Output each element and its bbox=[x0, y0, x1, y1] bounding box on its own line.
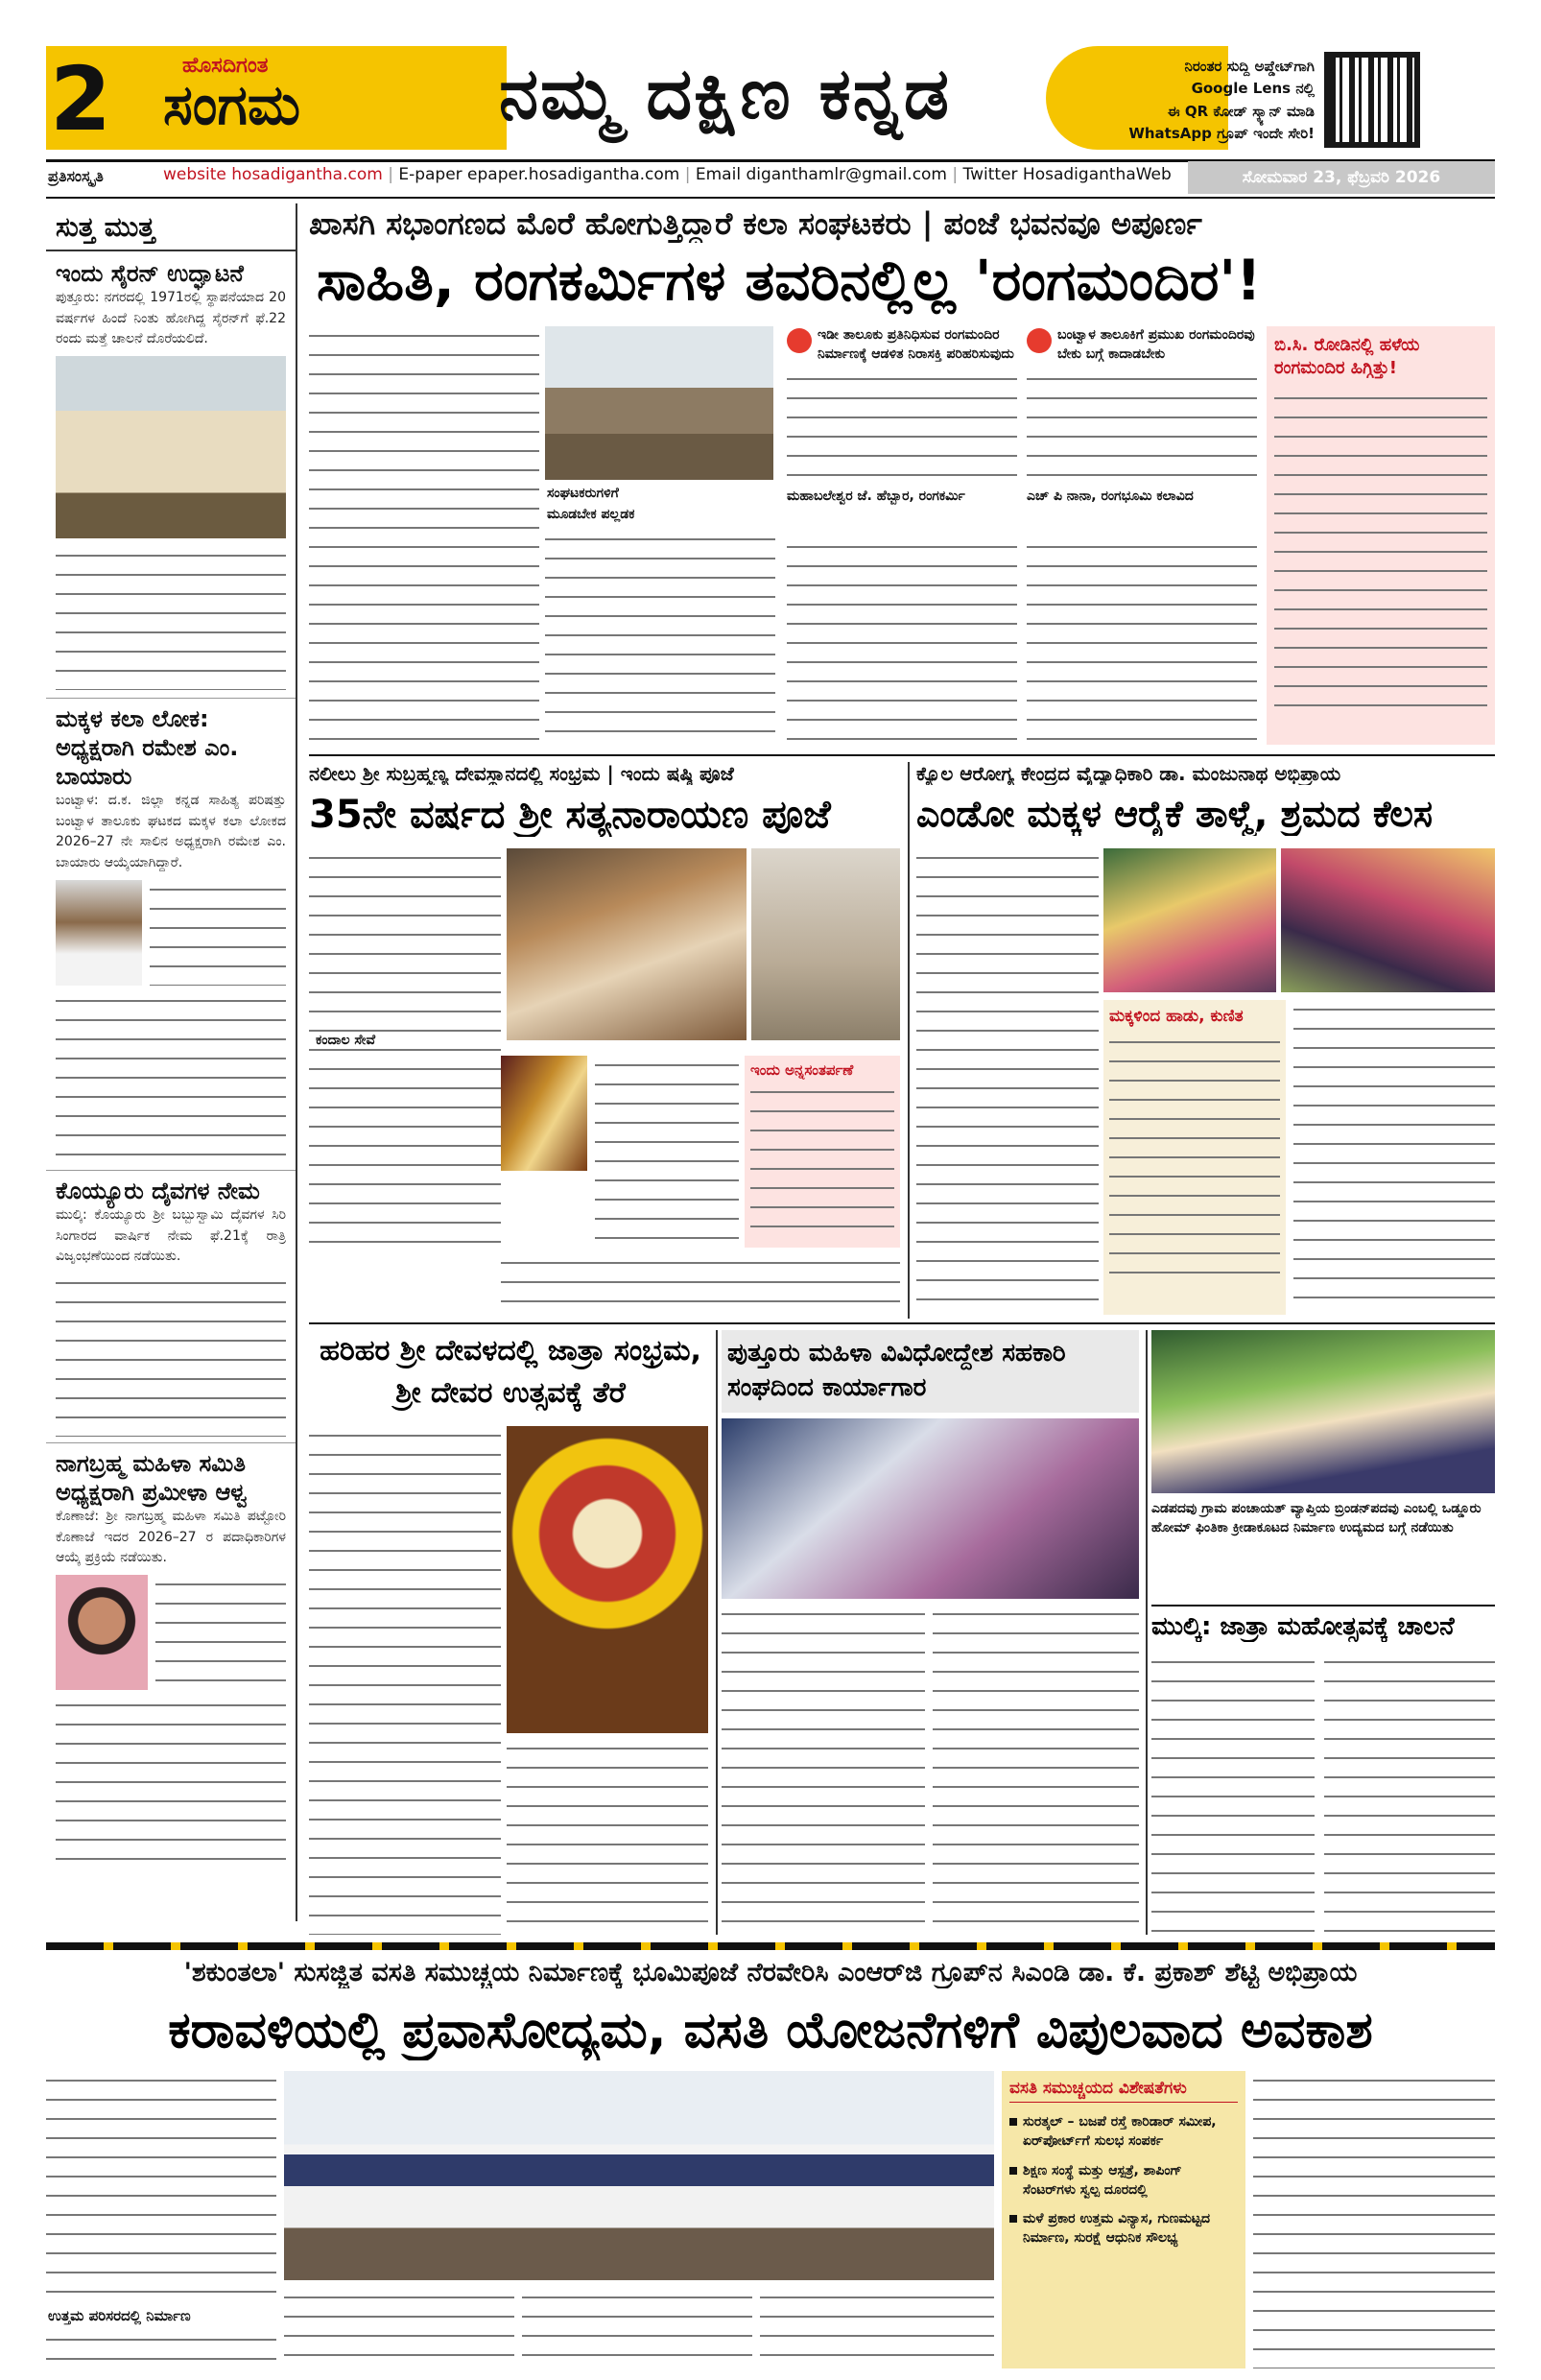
story2-photo-lamp bbox=[501, 1056, 587, 1171]
bottom-feature-box bbox=[1002, 2071, 1245, 2368]
sidebar-item bbox=[46, 698, 296, 1170]
story5-body-col1 bbox=[722, 1605, 925, 1935]
story4-photo bbox=[507, 1426, 708, 1733]
story2-body-col2 bbox=[595, 1056, 739, 1248]
story3-kicker: ಕ್ಯೊಲ ಆರೋಗ್ಯ ಕೇಂದ್ರದ ವೈದ್ಯಾಧಿಕಾರಿ ಡಾ. ಮಂಜುನಾಥ ಅಭಿಪ್ರಾಯ bbox=[916, 762, 1341, 785]
page-number: 2 bbox=[50, 48, 112, 151]
box-title: ಮಕ್ಕಳಿಂದ ಹಾಡು, ಕುಣಿತ bbox=[1109, 1007, 1244, 1026]
twitter-link[interactable]: Twitter HosadiganthaWeb bbox=[962, 165, 1172, 184]
lead-body-col1 bbox=[309, 326, 539, 744]
story2-body-col1 bbox=[309, 848, 501, 1251]
sidebox-headline: ಬಿ.ಸಿ. ರೋಡಿನಲ್ಲಿ ಹಳೆಯ ರಂಗಮಂದಿರ ಹಿಗ್ಗಿತ್ತು! bbox=[1274, 335, 1420, 379]
contact-row: website hosadigantha.com | E-paper epaper.hosadigantha.com | Email diganthamlr@gmail.com | Twitter HosadiganthaWeb bbox=[163, 165, 1172, 184]
feature-text: ಸುರತ್ಕಲ್ – ಬಜಪೆ ರಸ್ತೆ ಕಾರಿಡಾರ್ ಸಮೀಪ, ಏರ್‌ಪೋರ್ಟ್‌ಗೆ ಸುಲಭ ಸಂಪರ್ಕ bbox=[1023, 2114, 1217, 2150]
bottom-body-col4 bbox=[760, 2288, 994, 2368]
story4-headline: ಹರಿಹರ ಶ್ರೀ ದೇವಳದಲ್ಲಿ ಜಾತ್ರಾ ಸಂಭ್ರಮ, ಶ್ರೀ ದೇವರ ಉತ್ಸವಕ್ಕೆ ತೆರೆ bbox=[320, 1334, 701, 1410]
sidebar-body-lines bbox=[56, 991, 286, 1164]
story2-headline: 35ನೇ ವರ್ಷದ ಶ್ರೀ ಸತ್ಯನಾರಾಯಣ ಪೂಜೆ bbox=[309, 793, 831, 837]
story4-body-col1 bbox=[309, 1426, 501, 1935]
sidebar bbox=[46, 203, 297, 1921]
sidebar-body-lines bbox=[150, 880, 286, 986]
feature-text: ಮಳೆ ಪ್ರಕಾರ ಉತ್ತಮ ವಿನ್ಯಾಸ, ಗುಣಮಟ್ಟದ ನಿರ್ಮಾಣ, ಸುರಕ್ಷೆ ಆಧುನಿಕ ಸೌಲಭ್ಯ bbox=[1023, 2211, 1210, 2247]
date-badge bbox=[1188, 161, 1495, 194]
sidebar-brand: ಸುತ್ತ ಮುತ್ತ bbox=[46, 203, 296, 251]
story6-body-col2 bbox=[1324, 1653, 1495, 1935]
square-bullet-icon bbox=[1009, 2118, 1017, 2126]
story3-headline: ಎಂಡೋ ಮಕ್ಕಳ ಆರೈಕೆ ತಾಳ್ಮೆ, ಶ್ರಮದ ಕೆಲಸ bbox=[916, 793, 1434, 835]
lead-photo-caption: ಸಂಘಟಕರುಗಳಿಗೆ bbox=[547, 486, 619, 501]
email-link[interactable]: Email diganthamlr@gmail.com bbox=[695, 165, 947, 184]
promo-box bbox=[1123, 56, 1315, 145]
lead-byline: ಮೂಡಬೇಕ ಪಲ್ಲಡಕ bbox=[547, 507, 635, 522]
vertical-divider bbox=[716, 1330, 718, 1935]
section-divider bbox=[1151, 1605, 1495, 1606]
quote-title: ಇಡೀ ತಾಲೂಕು ಪ್ರತಿನಿಧಿಸುವ ರಂಗಮಂದಿರ ನಿರ್ಮಾಣಕ್ಕೆ ಆಡಳಿತ ನಿರಾಸಕ್ತಿ ಪರಿಹರಿಸುವುದು bbox=[818, 327, 1014, 362]
sidebar-headline: ಮಕ್ಕಳ ಕಲಾ ಲೋಕ: ಅಧ್ಯಕ್ಷರಾಗಿ ರಮೇಶ ಎಂ. ಬಾಯಾರು bbox=[56, 705, 239, 791]
bottom-body-col2 bbox=[284, 2288, 514, 2368]
story4-body-col2 bbox=[507, 1739, 708, 1935]
masthead-rule-2 bbox=[46, 197, 1495, 199]
story2-body-bottom bbox=[501, 1253, 900, 1311]
sidebar-photo-siren bbox=[56, 356, 286, 538]
brand-big: ಸಂಗಮ bbox=[163, 72, 301, 137]
edition-title: ನಮ್ಮ ದಕ್ಷಿಣ ಕನ್ನಡ bbox=[499, 53, 952, 135]
promo-line: Google Lens ನಲ್ಲಿ bbox=[1191, 80, 1315, 98]
lead-body-col3 bbox=[787, 537, 1017, 743]
square-bullet-icon bbox=[1009, 2215, 1017, 2223]
feature-item bbox=[1009, 2209, 1238, 2249]
qr-code[interactable] bbox=[1324, 52, 1420, 148]
story2-subhead: ಕಂದಾಲ ಸೇವೆ bbox=[312, 1033, 379, 1048]
story5-headline: ಪುತ್ತೂರು ಮಹಿಳಾ ವಿವಿಧೋದ್ದೇಶ ಸಹಕಾರಿ ಸಂಘದಿಂದ ಕಾರ್ಯಾಗಾರ bbox=[727, 1339, 1066, 1403]
lead-kicker: ಖಾಸಗಿ ಸಭಾಂಗಣದ ಮೊರೆ ಹೋಗುತ್ತಿದ್ದಾರೆ ಕಲಾ ಸಂಘಟಕರು | ಪಂಜೆ ಭವನವೂ ಅಪೂರ್ಣ bbox=[309, 205, 1202, 242]
sidebar-body-lines bbox=[56, 546, 286, 690]
quote-author: ಎಚ್ ಪಿ ನಾನಾ, ರಂಗಭೂಮಿ ಕಲಾವಿದ bbox=[1027, 488, 1194, 505]
story5-headline-box bbox=[722, 1330, 1139, 1413]
feature-title: ವಸತಿ ಸಮುಚ್ಚಯದ ವಿಶೇಷತೆಗಳು bbox=[1009, 2079, 1238, 2103]
lead-quote-1 bbox=[787, 326, 1017, 504]
story3-body-col3 bbox=[1293, 1000, 1495, 1315]
sidebar-item bbox=[46, 1170, 296, 1442]
epaper-link[interactable]: E-paper epaper.hosadigantha.com bbox=[398, 165, 680, 184]
vertical-divider bbox=[1146, 1330, 1148, 1935]
bottom-body-col3 bbox=[522, 2288, 752, 2368]
story5-photo bbox=[722, 1418, 1139, 1599]
story3-photo-1 bbox=[1103, 848, 1276, 992]
feature-item bbox=[1009, 2112, 1238, 2152]
quote-title: ಬಂಟ್ವಾಳ ತಾಲೂಕಿಗೆ ಪ್ರಮುಖ ರಂಗಮಂದಿರವು ಬೇಕು ಬಗ್ಗೆ ಕಾದಾಡಬೇಕು bbox=[1057, 327, 1255, 362]
promo-line: ಈ QR ಕೋಡ್ ಸ್ಕ್ಯಾನ್ ಮಾಡಿ bbox=[1167, 102, 1315, 120]
lead-quote-2 bbox=[1027, 326, 1257, 504]
lead-photo bbox=[545, 326, 773, 480]
sidebar-portrait bbox=[56, 1575, 148, 1690]
story2-box bbox=[745, 1056, 900, 1248]
quote-icon bbox=[787, 328, 812, 353]
story2-kicker: ನಲೀಲು ಶ್ರೀ ಸುಬ್ರಹ್ಮಣ್ಯ ದೇವಸ್ಥಾನದಲ್ಲಿ ಸಂಭ್ರಮ | ಇಂದು ಷಷ್ಠಿ ಪೂಜೆ bbox=[309, 762, 734, 785]
sidebar-item bbox=[46, 251, 296, 698]
website-link[interactable]: website hosadigantha.com bbox=[163, 165, 383, 184]
lead-body-col2 bbox=[545, 530, 775, 743]
sidebar-text: ಮುಲ್ಕಿ: ಕೊಯ್ಯೂರು ಶ್ರೀ ಬಬ್ಬುಸ್ವಾಮಿ ದೈವಗಳ ಸಿರಿ ಸಿಂಗಾರದ ವಾರ್ಷಿಕ ನೇಮ ಫೆ.21ಕ್ಕೆ ರಾತ್ರಿ ವಿಜೃಂಭಣೆಯಿಂದ ನಡೆಯಿತು. bbox=[56, 1206, 286, 1265]
sidebar-body-lines bbox=[155, 1575, 286, 1690]
lead-sidebox bbox=[1267, 326, 1495, 745]
story6-caption: ಎಡಪದವು ಗ್ರಾಮ ಪಂಚಾಯತ್ ವ್ಯಾಪ್ತಿಯ ಬ್ರಿಂಡನ್‌ಪದವು ಎಂಬಲ್ಲಿ ಒಡ್ಡೂರು ಹೋಮ್ ಫಿಂತಿಕಾ ಕ್ರೀಡಾಕೂಟದ ನಿರ್ಮಾಣ ಉದ್ಯಮದ ಬಗ್ಗೆ ನಡೆಯಿತು bbox=[1151, 1501, 1482, 1536]
sidebar-body-lines bbox=[56, 1696, 286, 1868]
bottom-rule bbox=[46, 1942, 1495, 1950]
feature-text: ಶಿಕ್ಷಣ ಸಂಸ್ಥೆ ಮತ್ತು ಆಸ್ಪತ್ರೆ, ಶಾಪಿಂಗ್ ಸೆಂಟರ್‌ಗಳು ಸ್ವಲ್ಪ ದೂರದಲ್ಲಿ bbox=[1023, 2162, 1182, 2198]
bottom-body-col5 bbox=[1253, 2071, 1495, 2368]
vertical-divider bbox=[908, 762, 910, 1319]
section-divider bbox=[309, 1322, 1495, 1324]
story3-body-col1 bbox=[916, 848, 1099, 1315]
sidebar-text: ಕೊಣಾಜೆ: ಶ್ರೀ ನಾಗಬ್ರಹ್ಮ ಮಹಿಳಾ ಸಮಿತಿ ಪಟ್ಟೋರಿ ಕೊಣಾಜೆ ಇದರ 2026–27 ರ ಪದಾಧಿಕಾರಿಗಳ ಆಯ್ಕೆ ಪ್ರಕ್ರಿಯೆ ನಡೆಯಿತು. bbox=[56, 1508, 286, 1566]
sidebar-headline: ಇಂದು ಸೈರನ್ ಉದ್ಘಾಟನೆ bbox=[56, 260, 244, 287]
promo-line: WhatsApp ಗ್ರೂಪ್ ಇಂದೇ ಸೇರಿ! bbox=[1128, 124, 1315, 142]
story2-photo-crowd bbox=[507, 848, 747, 1040]
bottom-body-col1b bbox=[46, 2330, 276, 2368]
feature-item bbox=[1009, 2161, 1238, 2201]
sidebar-body-lines bbox=[56, 1273, 286, 1437]
sidebar-item bbox=[46, 1442, 296, 1874]
sidebar-headline: ನಾಗಬ್ರಹ್ಮ ಮಹಿಳಾ ಸಮಿತಿ ಅಧ್ಯಕ್ಷರಾಗಿ ಪ್ರಮೀಳಾ ಆಳ್ವ bbox=[56, 1449, 248, 1506]
lead-body-col4 bbox=[1027, 537, 1257, 743]
bottom-photo-group bbox=[284, 2071, 994, 2280]
promo-line: ನಿರಂತರ ಸುದ್ದಿ ಅಪ್ಡೇಟ್‌ಗಾಗಿ bbox=[1184, 58, 1315, 75]
square-bullet-icon bbox=[1009, 2167, 1017, 2175]
bottom-headline: ಕರಾವಳಿಯಲ್ಲಿ ಪ್ರವಾಸೋದ್ಯಮ, ವಸತಿ ಯೋಜನೆಗಳಿಗೆ ವಿಪುಲವಾದ ಅವಕಾಶ bbox=[168, 2002, 1373, 2059]
quote-author: ಮಹಾಬಲೇಶ್ವರ ಜೆ. ಹೆಬ್ಬಾರ, ರಂಗಕರ್ಮಿ bbox=[787, 488, 965, 505]
story3-box bbox=[1103, 1000, 1286, 1315]
date-text: ಸೋಮವಾರ 23, ಫೆಬ್ರವರಿ 2026 bbox=[1242, 168, 1441, 187]
story5-body-col2 bbox=[933, 1605, 1139, 1935]
sidebar-text: ಪುತ್ತೂರು: ನಗರದಲ್ಲಿ 1971ರಲ್ಲಿ ಸ್ಥಾಪನೆಯಾದ 20 ವರ್ಷಗಳ ಹಿಂದೆ ನಿಂತು ಹೋಗಿದ್ದ ಸೈರನ್‌ಗೆ ಫೆ.22 ರಂದು ಮತ್ತೆ ಚಾಲನೆ ದೊರೆಯಲಿದೆ. bbox=[56, 290, 286, 347]
box-title: ಇಂದು ಅನ್ನಸಂತರ್ಪಣೆ bbox=[750, 1061, 854, 1079]
sidebar-text: ಬಂಟ್ವಾಳ: ದ.ಕ. ಜಿಲ್ಲಾ ಕನ್ನಡ ಸಾಹಿತ್ಯ ಪರಿಷತ್ತು ಬಂಟ್ವಾಳ ತಾಲೂಕು ಘಟಕದ ಮಕ್ಕಳ ಕಲಾ ಲೋಕದ 2026–27 ನೇ ಸಾಲಿನ ಅಧ್ಯಕ್ಷರಾಗಿ ರಮೇಶ ಎಂ. ಬಾಯಾರು ಆಯ್ಕೆಯಾಗಿದ್ದಾರೆ. bbox=[56, 793, 286, 871]
story3-photo-2 bbox=[1281, 848, 1495, 992]
bottom-subhead: ಉತ್ತಮ ಪರಿಸರದಲ್ಲಿ ನಿರ್ಮಾಣ bbox=[48, 2307, 191, 2324]
brand-small: ಹೊಸದಿಗಂತ bbox=[182, 54, 269, 78]
section-label: ಪ್ರತಿಸಂಸ್ಕೃತಿ bbox=[48, 167, 104, 185]
quote-icon bbox=[1027, 328, 1052, 353]
sidebar-headline: ಕೊಯ್ಯೂರು ದೈವಗಳ ನೇಮ bbox=[56, 1177, 260, 1204]
story6-body-col1 bbox=[1151, 1653, 1315, 1935]
bottom-kicker: 'ಶಕುಂತಲಾ' ಸುಸಜ್ಜಿತ ವಸತಿ ಸಮುಚ್ಚಯ ನಿರ್ಮಾಣಕ್ಕೆ ಭೂಮಿಪೂಜೆ ನೆರವೇರಿಸಿ ಎಂಆರ್‌ಜಿ ಗ್ರೂಪ್‌ನ ಸಿಎಂಡಿ ಡಾ. ಕೆ. ಪ್ರಕಾಶ್ ಶೆಟ್ಟಿ ಅಭಿಪ್ರಾಯ bbox=[183, 1958, 1358, 1987]
story6-headline: ಮುಲ್ಕಿ: ಜಾತ್ರಾ ಮಹೋತ್ಸವಕ್ಕೆ ಚಾಲನೆ bbox=[1151, 1612, 1455, 1641]
sidebar-portrait bbox=[56, 880, 142, 986]
story6-photo bbox=[1151, 1330, 1495, 1493]
story2-photo-altar bbox=[751, 848, 900, 1040]
section-divider bbox=[309, 754, 1495, 756]
bottom-body-col1 bbox=[46, 2071, 276, 2301]
lead-headline: ಸಾಹಿತಿ, ರಂಗಕರ್ಮಿಗಳ ತವರಿನಲ್ಲಿಲ್ಲ 'ರಂಗಮಂದಿರ'! bbox=[317, 248, 1262, 313]
